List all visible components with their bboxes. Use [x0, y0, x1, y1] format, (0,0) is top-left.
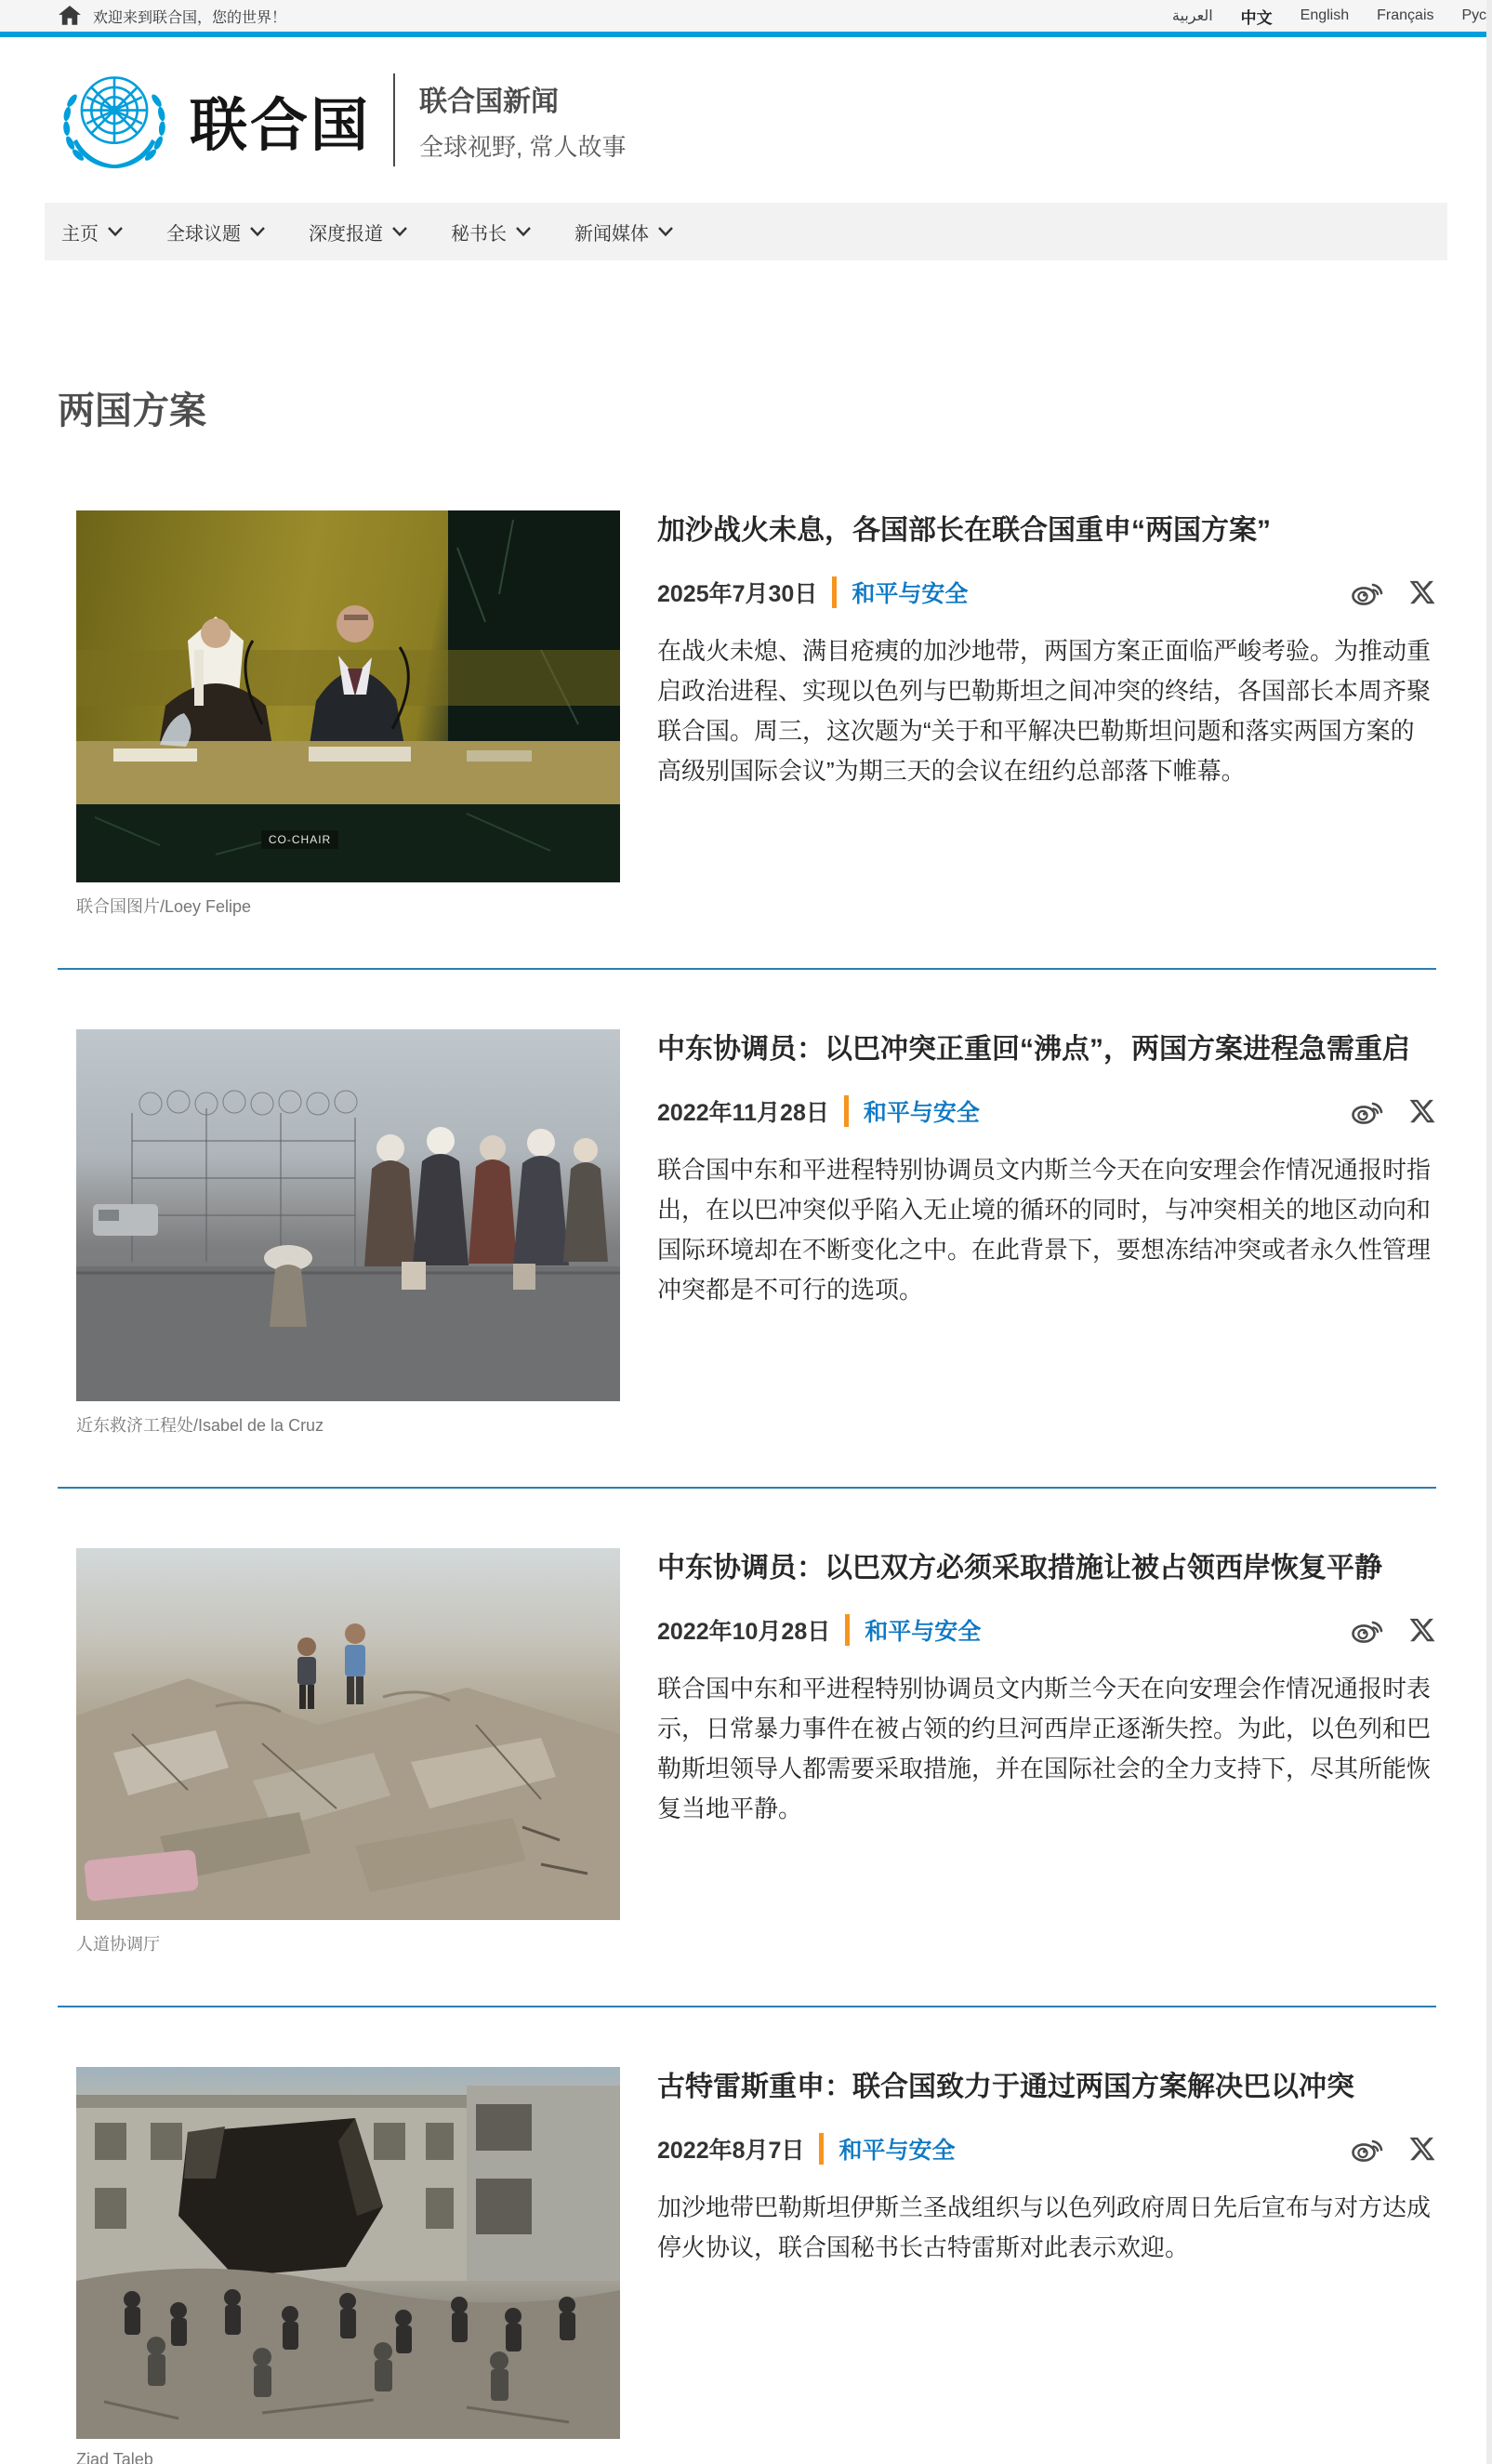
- site-name[interactable]: 联合国: [190, 93, 372, 158]
- nav-item-label: 全球议题: [166, 223, 241, 245]
- x-share-icon[interactable]: [1408, 1616, 1436, 1644]
- lang-russian[interactable]: Рус: [1461, 7, 1486, 23]
- weibo-share-icon[interactable]: [1351, 578, 1384, 606]
- section-divider: [58, 2006, 1436, 2007]
- nav-item-media[interactable]: [574, 219, 674, 245]
- section-divider: [58, 968, 1436, 970]
- article-date: 2025年7月30日: [657, 580, 818, 607]
- article-date: 2022年8月7日: [657, 2137, 805, 2164]
- article-summary: 加沙地带巴勒斯坦伊斯兰圣战组织与以色列政府周日先后宣布与对方达成停火协议，联合国秘书长古特雷斯对此表示欢迎。: [657, 2192, 1432, 2261]
- top-bar: [0, 0, 1492, 37]
- scrollbar[interactable]: [1486, 0, 1492, 2464]
- header-divider: [393, 73, 395, 166]
- image-caption: 近东救济工程处/Isabel de la Cruz: [76, 1416, 324, 1435]
- article-meta: [657, 576, 1436, 609]
- lang-english[interactable]: English: [1300, 7, 1350, 23]
- image-caption: 联合国图片/Loey Felipe: [76, 897, 252, 916]
- rubble-photo-graphic: [76, 1548, 620, 1920]
- article-title[interactable]: 中东协调员：以巴冲突正重回“沸点”，两国方案进程急需重启: [657, 1034, 1410, 1065]
- share-icons: [1351, 578, 1436, 606]
- checkpoint-photo-graphic: [76, 1029, 620, 1401]
- nav-item-in-depth[interactable]: [309, 219, 408, 245]
- article-image[interactable]: [76, 1029, 620, 1401]
- article-title[interactable]: 中东协调员：以巴双方必须采取措施让被占领西岸恢复平静: [657, 1553, 1382, 1583]
- category-link[interactable]: 和平与安全: [838, 2137, 956, 2164]
- welcome-area[interactable]: [58, 5, 286, 27]
- weibo-share-icon[interactable]: [1351, 1097, 1384, 1125]
- language-switcher: [1172, 5, 1486, 28]
- article-card: [76, 1029, 1436, 1437]
- article-card: [76, 2067, 1436, 2464]
- image-caption: 人道协调厅: [76, 1935, 160, 1954]
- nav-item-secretary-general[interactable]: [451, 219, 532, 245]
- category-link[interactable]: 和平与安全: [852, 580, 969, 607]
- article-meta: [657, 1094, 1436, 1128]
- nav-item-label: 深度报道: [309, 223, 383, 245]
- article-date: 2022年10月28日: [657, 1618, 831, 1645]
- category-separator-bar: [845, 1614, 850, 1646]
- home-icon: [58, 5, 82, 27]
- welcome-text: 欢迎来到联合国，您的世界！: [93, 9, 287, 26]
- article-card: [76, 510, 1436, 918]
- article-meta: [657, 1613, 1436, 1647]
- conference-photo-graphic: [76, 510, 620, 882]
- nav-item-label: 新闻媒体: [574, 223, 649, 245]
- weibo-share-icon[interactable]: [1351, 2135, 1384, 2163]
- article-summary: 在战火未熄、满目疮痍的加沙地带，两国方案正面临严峻考验。为推动重启政治进程、实现以色列与巴勒斯坦之间冲突的终结，各国部长本周齐聚联合国。周三，这次题为“关于和平解决巴勒斯坦问题和落实两国方案的高级别国际会议”为期三天的会议在纽约总部落下帷幕。: [657, 636, 1432, 785]
- section-divider: [58, 1487, 1436, 1489]
- image-caption: Ziad Taleb: [76, 2450, 153, 2464]
- share-icons: [1351, 2135, 1436, 2163]
- x-share-icon[interactable]: [1408, 1097, 1436, 1125]
- share-icons: [1351, 1616, 1436, 1644]
- nav-item-global-issues[interactable]: [166, 219, 266, 245]
- chevron-down-icon: [391, 226, 408, 237]
- article-image[interactable]: [76, 1548, 620, 1920]
- site-tagline: 全球视野, 常人故事: [419, 132, 627, 161]
- article-card: [76, 1548, 1436, 1955]
- article-summary: 联合国中东和平进程特别协调员文内斯兰今天在向安理会作情况通报时指出，在以巴冲突似乎陷入无止境的循环的同时，与冲突相关的地区动向和国际环境却在不断变化之中。在此背景下，要想冻结冲突或者永久性管理冲突都是不可行的选项。: [657, 1155, 1432, 1304]
- x-share-icon[interactable]: [1408, 578, 1436, 606]
- chevron-down-icon: [515, 226, 532, 237]
- category-separator-bar: [832, 576, 837, 608]
- x-share-icon[interactable]: [1408, 2135, 1436, 2163]
- chevron-down-icon: [657, 226, 674, 237]
- category-link[interactable]: 和平与安全: [865, 1618, 982, 1645]
- article-summary: 联合国中东和平进程特别协调员文内斯兰今天在向安理会作情况通报时表示，日常暴力事件在被占领的约旦河西岸正逐渐失控。为此，以色列和巴勒斯坦领导人都需要采取措施，并在国际社会的全力支持下，尽其所能恢复当地平静。: [657, 1674, 1432, 1822]
- category-link[interactable]: 和平与安全: [863, 1099, 980, 1126]
- chevron-down-icon: [107, 226, 124, 237]
- site-header: [0, 37, 1492, 203]
- article-date: 2022年11月28日: [657, 1099, 829, 1126]
- article-image[interactable]: [76, 2067, 620, 2439]
- weibo-share-icon[interactable]: [1351, 1616, 1384, 1644]
- destroyed-building-photo-graphic: [76, 2067, 620, 2439]
- article-title[interactable]: 加沙战火未息，各国部长在联合国重申“两国方案”: [657, 515, 1271, 546]
- article-title[interactable]: 古特雷斯重申：联合国致力于通过两国方案解决巴以冲突: [657, 2072, 1354, 2102]
- site-brand[interactable]: 联合国新闻: [419, 86, 560, 117]
- article-meta: [657, 2132, 1436, 2166]
- main-navigation: [45, 203, 1447, 260]
- lang-chinese[interactable]: 中文: [1240, 8, 1273, 27]
- category-separator-bar: [844, 1095, 849, 1127]
- lang-french[interactable]: Français: [1377, 7, 1434, 23]
- share-icons: [1351, 1097, 1436, 1125]
- page-title: 两国方案: [58, 391, 206, 431]
- lang-arabic[interactable]: العربية: [1171, 8, 1213, 24]
- article-image[interactable]: [76, 510, 620, 882]
- chevron-down-icon: [249, 226, 266, 237]
- nav-item-label: 主页: [61, 223, 99, 245]
- nav-item-home[interactable]: [61, 219, 124, 245]
- un-emblem-logo[interactable]: [54, 60, 175, 180]
- category-separator-bar: [819, 2133, 824, 2165]
- nav-item-label: 秘书长: [451, 223, 507, 245]
- nameplate-label: CO-CHAIR: [261, 830, 338, 849]
